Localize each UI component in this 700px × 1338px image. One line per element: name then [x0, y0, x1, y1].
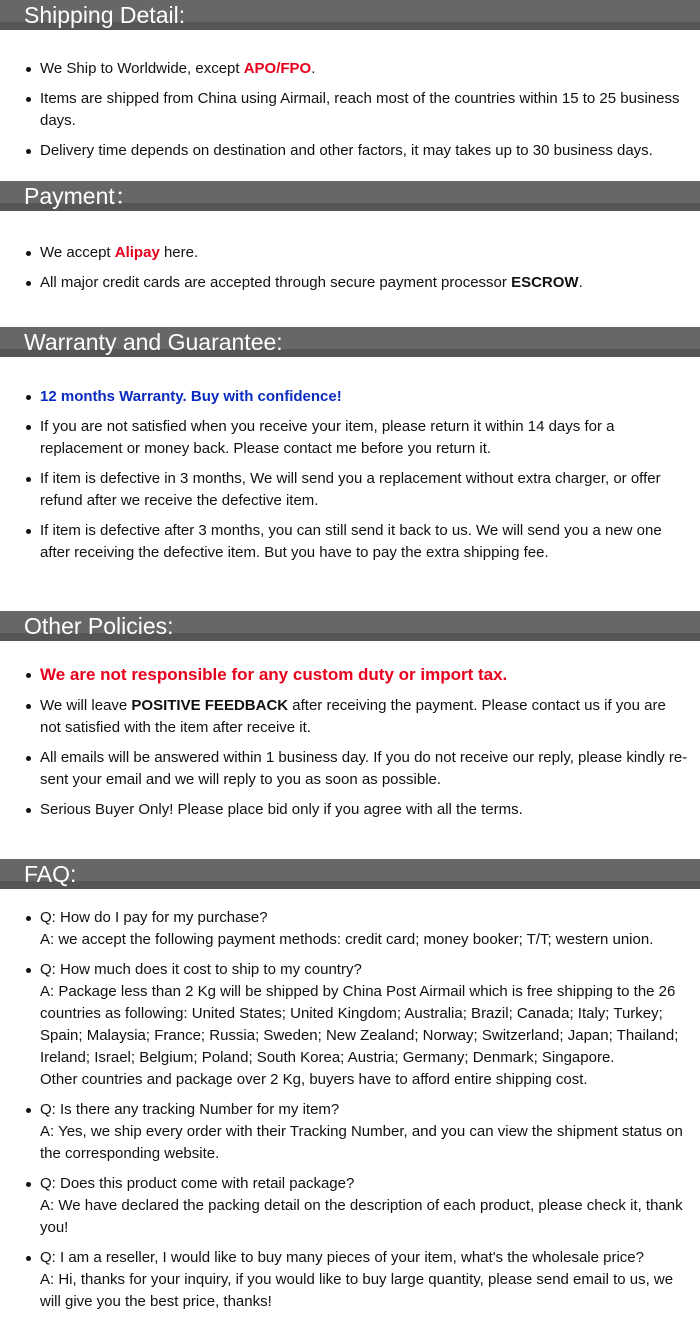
- section-header-faq: [0, 859, 700, 889]
- payment-list: [0, 242, 700, 302]
- faq-answer: A: we accept the following payment methods: credit card; money booker; T/T; western union.: [40, 931, 654, 948]
- faq-item: [0, 1173, 700, 1239]
- item-text: If you are not satisfied when you receive your item, please return it within 14 days for a replacement or money back. Please contact me before you return it.: [40, 418, 615, 457]
- list-item: [0, 272, 700, 294]
- section-header-policies: [0, 611, 700, 641]
- list-item: [0, 386, 700, 408]
- bullet-icon: [26, 251, 31, 256]
- list-item: [0, 664, 700, 687]
- item-text: Delivery time depends on destination and other factors, it may takes up to 30 business days.: [40, 142, 653, 159]
- section-title-payment: Payment：: [24, 183, 138, 209]
- bullet-icon: [26, 756, 31, 761]
- item-text: Serious Buyer Only! Please place bid only if you agree with all the terms.: [40, 801, 523, 818]
- faq-answer: A: Hi, thanks for your inquiry, if you would like to buy large quantity, please send email to us, we will give you the best price, thanks!: [40, 1271, 674, 1310]
- bullet-icon: [26, 395, 31, 400]
- item-text: We will leave: [40, 697, 132, 714]
- item-text: after receiving the payment. Please contact us if you are not satisfied with the item after receive it.: [40, 697, 666, 736]
- bullet-icon: [26, 704, 31, 709]
- bullet-icon: [26, 425, 31, 430]
- highlight-text: Alipay: [114, 244, 160, 261]
- faq-item: [0, 1099, 700, 1165]
- list-item: [0, 88, 700, 132]
- item-text: Items are shipped from China using Airmail, reach most of the countries within 15 to 25 business days.: [40, 90, 680, 129]
- section-header-shipping: [0, 0, 700, 30]
- list-item: [0, 242, 700, 264]
- section-title-shipping: Shipping Detail:: [24, 2, 186, 28]
- bullet-icon: [26, 477, 31, 482]
- faq-question: Q: I am a reseller, I would like to buy many pieces of your item, what's the wholesale price?: [40, 1249, 644, 1266]
- bullet-icon: [26, 281, 31, 286]
- section-title-policies: Other Policies:: [24, 613, 174, 639]
- list-item: [0, 468, 700, 512]
- item-text: .: [311, 60, 316, 77]
- faq-question: Q: How do I pay for my purchase?: [40, 909, 268, 926]
- section-header-warranty: [0, 327, 700, 357]
- item-text: If item is defective after 3 months, you can still send it back to us. We will send you a new one after receiving the defective item. But you have to pay the extra shipping fee.: [40, 522, 662, 561]
- faq-item: [0, 1247, 700, 1313]
- policies-list: [0, 664, 700, 829]
- warranty-list: [0, 386, 700, 572]
- item-text: If item is defective in 3 months, We will send you a replacement without extra charger, or offer refund after we receive the defective item.: [40, 470, 661, 509]
- bullet-icon: [26, 968, 31, 973]
- header-accent-bar: [0, 881, 700, 889]
- list-item: [0, 520, 700, 564]
- bullet-icon: [26, 916, 31, 921]
- faq-question: Q: Is there any tracking Number for my item?: [40, 1101, 340, 1118]
- bold-text: ESCROW: [511, 274, 579, 291]
- shipping-list: [0, 58, 700, 170]
- bullet-icon: [26, 673, 31, 678]
- faq-item: [0, 959, 700, 1091]
- bullet-icon: [26, 529, 31, 534]
- bullet-icon: [26, 1182, 31, 1187]
- faq-list: [0, 907, 700, 1321]
- item-text: .: [578, 274, 583, 291]
- faq-answer: A: Yes, we ship every order with their Tracking Number, and you can view the shipment status on the corresponding website.: [40, 1123, 683, 1162]
- list-item: [0, 416, 700, 460]
- list-item: [0, 58, 700, 80]
- bullet-icon: [26, 1256, 31, 1261]
- item-text: We accept: [40, 244, 115, 261]
- faq-question: Q: Does this product come with retail package?: [40, 1175, 355, 1192]
- section-title-warranty: Warranty and Guarantee:: [24, 329, 283, 355]
- list-item: [0, 747, 700, 791]
- section-title-faq: FAQ:: [24, 861, 77, 887]
- bold-text: POSITIVE FEEDBACK: [131, 697, 289, 714]
- faq-answer: A: We have declared the packing detail on the description of each product, please check it, thank you!: [40, 1197, 683, 1236]
- bullet-icon: [26, 97, 31, 102]
- bullet-icon: [26, 149, 31, 154]
- item-text: here.: [159, 244, 199, 261]
- faq-answer-extra: Other countries and package over 2 Kg, buyers have to afford entire shipping cost.: [40, 1071, 588, 1088]
- item-text: All emails will be answered within 1 business day. If you do not receive our reply, please kindly re-sent your email and we will reply to you as soon as possible.: [40, 749, 688, 788]
- bullet-icon: [26, 808, 31, 813]
- item-text: We are not responsible for any custom duty or import tax.: [40, 665, 508, 684]
- item-text: 12 months Warranty. Buy with confidence!: [40, 388, 342, 405]
- bullet-icon: [26, 1108, 31, 1113]
- list-item: [0, 140, 700, 162]
- list-item: [0, 799, 700, 821]
- item-text: We Ship to Worldwide, except: [40, 60, 244, 77]
- faq-item: [0, 907, 700, 951]
- highlight-text: APO/FPO: [243, 60, 312, 77]
- section-header-payment: [0, 181, 700, 211]
- list-item: [0, 695, 700, 739]
- bullet-icon: [26, 67, 31, 72]
- faq-answer: A: Package less than 2 Kg will be shipped by China Post Airmail which is free shipping to the 26 countries as following: United States; United Kingdom; Australia; Brazil; Canada; Italy; Turkey; Spain; Malaysia; France; Russia; Sweden; New Zealand; Norway; Switzerland; Japan; Thailand; Ireland; Israel; Belgium; Poland; South Korea; Austria; Germany; Denmark; Singapore.: [40, 983, 679, 1066]
- faq-question: Q: How much does it cost to ship to my country?: [40, 961, 362, 978]
- item-text: All major credit cards are accepted through secure payment processor: [40, 274, 512, 291]
